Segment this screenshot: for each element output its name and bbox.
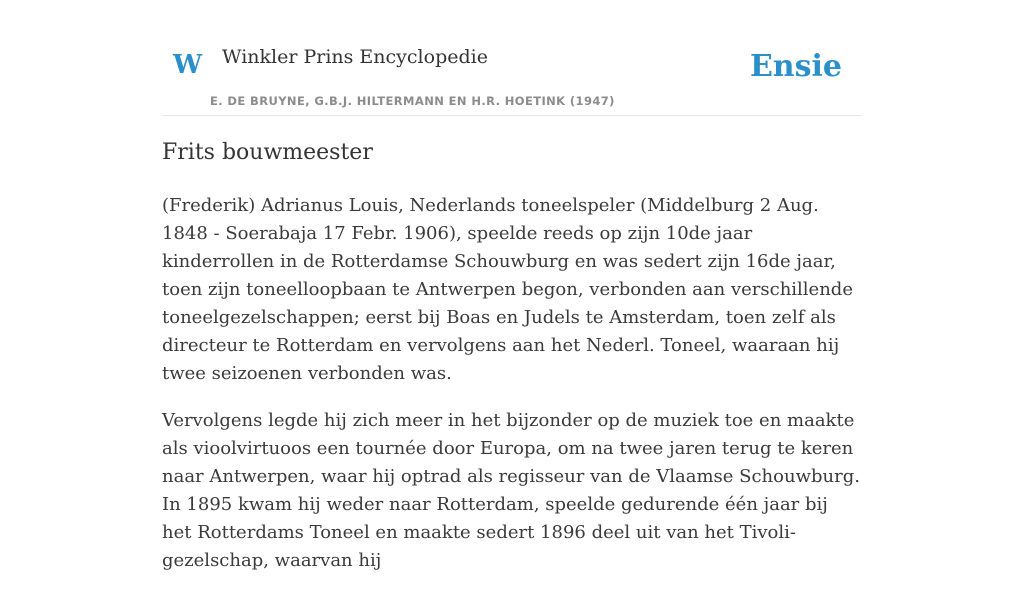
page-header (162, 0, 862, 116)
entry-paragraph: (Frederik) Adrianus Louis, Nederlands toneelspeler (Middelburg 2 Aug. 1848 - Soerabaja 17 Febr. 1906), speelde reeds op zijn 10de jaar kinderrollen in de Rotterdamse Schouwburg en was sedert zijn 16de jaar, toen zijn toneelloopbaan te Antwerpen begon, verbonden aan verschillende toneelgezelschappen; eerst bij Boas en Judels te Amsterdam, toen zelf als directeur te Rotterdam en vervolgens aan het Nederl. Toneel, waaraan hij twee seizoenen verbonden was. (162, 195, 853, 384)
publication-logo[interactable]: W (173, 50, 203, 80)
page-container (162, 0, 862, 571)
publication-title[interactable]: Winkler Prins Encyclopedie (222, 46, 488, 68)
entry-body (162, 192, 862, 594)
publication-authors: E. DE BRUYNE, G.B.J. HILTERMANN EN H.R. HOETINK (1947) (210, 94, 615, 108)
entry-paragraph: Vervolgens legde hij zich meer in het bijzonder op de muziek toe en maakte als vioolvirtuoos een tournée door Europa, om na twee jaren terug te keren naar Antwerpen, waar hij optrad als regisseur van de Vlaamse Schouwburg. In 1895 kwam hij weder naar Rotterdam, speelde gedurende één jaar bij het Rotterdams Toneel en maakte sedert 1896 deel uit van het Tivoli-gezelschap, waarvan hij (162, 410, 860, 571)
site-brand-logo[interactable]: Ensie (749, 49, 842, 84)
entry-title: Frits bouwmeester (162, 140, 373, 165)
